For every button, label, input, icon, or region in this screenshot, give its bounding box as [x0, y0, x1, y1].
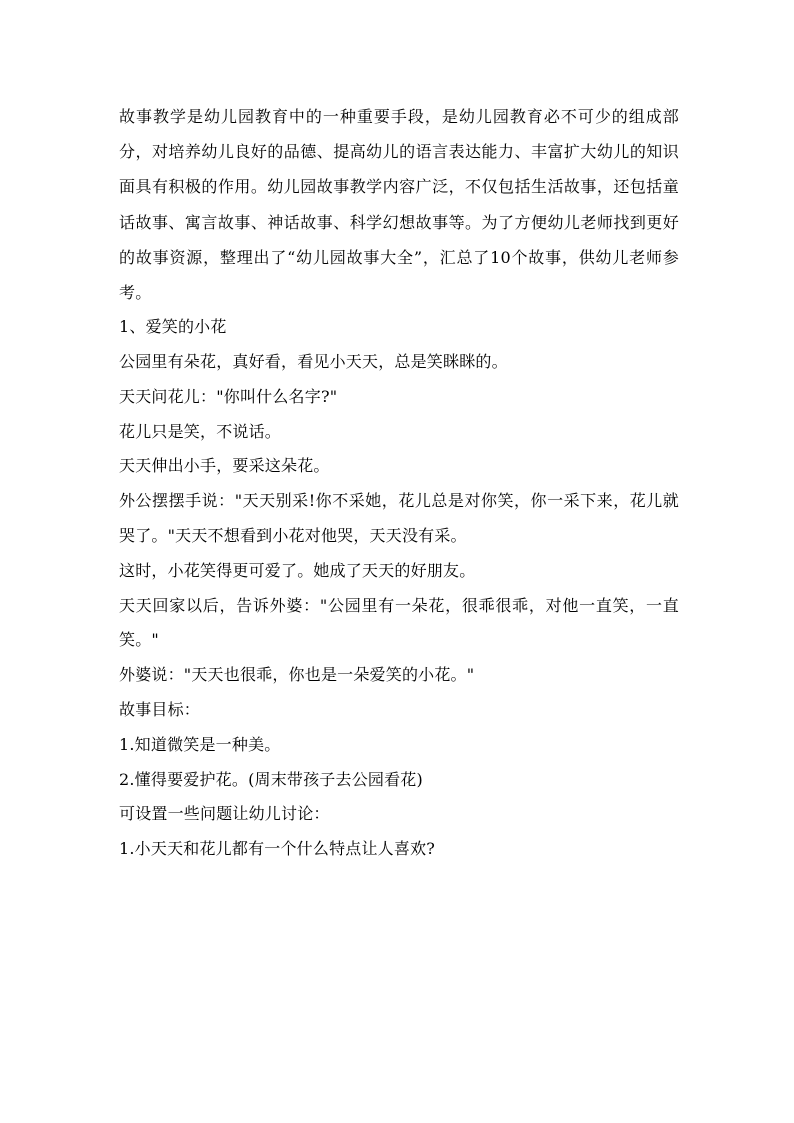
story-line: 天天伸出小手，要采这朵花。	[119, 456, 330, 476]
story-line: 外公摆摆手说："天天别采!你不采她，花儿总是对你笑，你一采下来，花儿就哭了。"天天不想看到小花对他哭，天天没有采。	[119, 491, 679, 545]
question-item: 1.小天天和花儿都有一个什么特点让人喜欢?	[119, 839, 436, 859]
story-line: 公园里有朵花，真好看，看见小天天，总是笑眯眯的。	[119, 352, 508, 372]
goal-item: 2.懂得要爱护花。(周末带孩子去公园看花)	[119, 769, 423, 789]
story-line: 天天问花儿："你叫什么名字?"	[119, 386, 338, 406]
story-line: 天天回家以后，告诉外婆："公园里有一朵花，很乖很乖，对他一直笑，一直笑。"	[119, 595, 679, 650]
story-line: 这时，小花笑得更可爱了。她成了天天的好朋友。	[119, 560, 476, 580]
story-line: 花儿只是笑，不说话。	[119, 421, 282, 441]
discussion-heading: 可设置一些问题让幼儿讨论：	[119, 804, 330, 824]
goals-heading: 故事目标：	[119, 699, 201, 719]
goal-item: 1.知道微笑是一种美。	[119, 734, 281, 754]
document-body	[119, 99, 679, 867]
intro-paragraph: 故事教学是幼儿园教育中的一种重要手段，是幼儿园教育必不可少的组成部分，对培养幼儿良好的品德、提高幼儿的语言表达能力、丰富扩大幼儿的知识面具有积极的作用。幼儿园故事教学内容广泛，不仅包括生活故事，还包括童话故事、寓言故事、神话故事、科学幻想故事等。为了方便幼儿老师找到更好的故事资源，整理出了“幼儿园故事大全”，汇总了10个故事，供幼儿老师参考。	[119, 107, 679, 303]
story-line: 外婆说："天天也很乖，你也是一朵爱笑的小花。"	[119, 665, 475, 685]
story-title: 1、爱笑的小花	[119, 317, 227, 337]
